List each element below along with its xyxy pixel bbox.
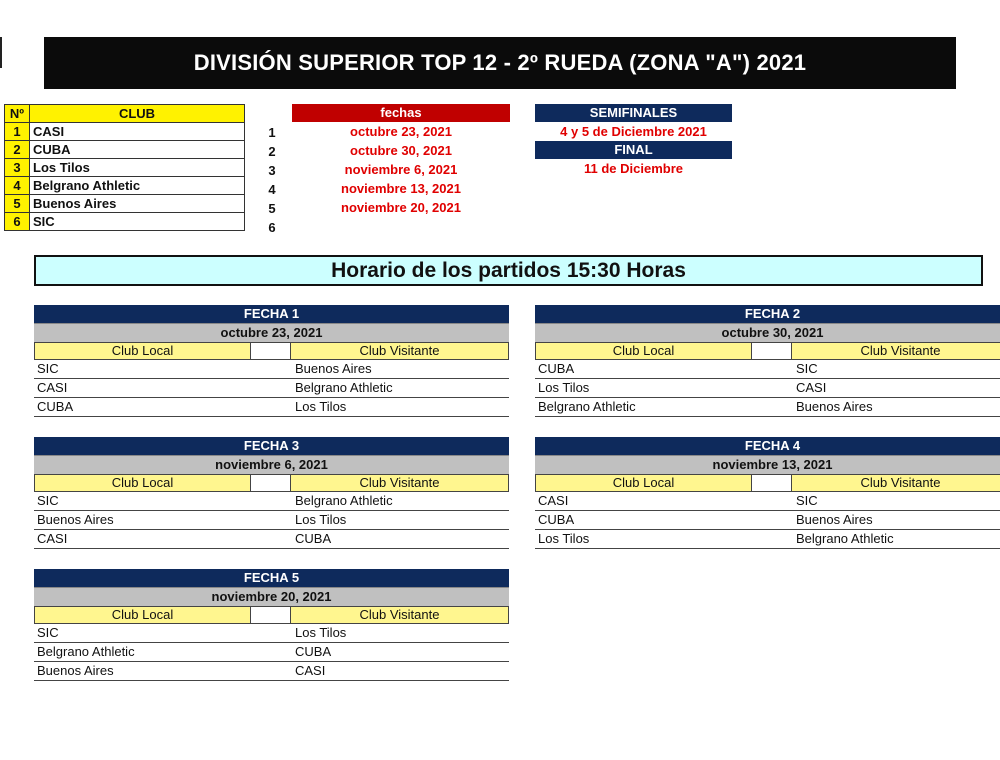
local-club: CASI xyxy=(37,380,68,395)
header-spacer xyxy=(251,342,290,360)
match-row xyxy=(34,643,509,662)
match-row xyxy=(535,530,1000,549)
fecha-block xyxy=(34,437,509,549)
match-row xyxy=(535,511,1000,530)
local-club: SIC xyxy=(37,493,59,508)
fecha-date-bar: octubre 23, 2021 xyxy=(34,323,509,342)
match-row xyxy=(535,398,1000,417)
club-local-header: Club Local xyxy=(34,474,251,492)
fecha-title: FECHA 2 xyxy=(535,305,1000,323)
page-edge-mark xyxy=(0,37,2,68)
match-row xyxy=(535,360,1000,379)
visiting-club: Los Tilos xyxy=(295,512,347,527)
club-header: CLUB xyxy=(30,105,245,123)
local-club: CUBA xyxy=(37,399,74,414)
match-row xyxy=(535,492,1000,511)
club-name: CUBA xyxy=(30,141,245,159)
club-row xyxy=(5,159,245,177)
fecha-date-bar: octubre 30, 2021 xyxy=(535,323,1000,342)
local-club: SIC xyxy=(37,361,59,376)
club-local-header: Club Local xyxy=(535,474,752,492)
visiting-club: CUBA xyxy=(295,531,332,546)
visiting-club: Belgrano Athletic xyxy=(295,493,393,508)
club-row xyxy=(5,141,245,159)
match-row xyxy=(34,379,509,398)
header-spacer xyxy=(251,606,290,624)
fecha-block xyxy=(535,437,1000,549)
club-visitante-header: Club Visitante xyxy=(791,342,1000,360)
header-spacer xyxy=(752,474,791,492)
local-club: CUBA xyxy=(538,512,575,527)
fecha-block xyxy=(34,569,509,681)
club-local-header: Club Local xyxy=(535,342,752,360)
fecha-column-header xyxy=(34,606,509,624)
fecha-number: 4 xyxy=(268,182,276,197)
visiting-club: Belgrano Athletic xyxy=(295,380,393,395)
club-row xyxy=(5,195,245,213)
local-club: CASI xyxy=(538,493,569,508)
local-club: Buenos Aires xyxy=(37,512,114,527)
club-num: 3 xyxy=(5,159,30,177)
fecha-column-header xyxy=(34,342,509,360)
fecha-date: octubre 23, 2021 xyxy=(350,124,452,139)
fecha-number-column xyxy=(262,123,282,237)
semifinales-date: 4 y 5 de Diciembre 2021 xyxy=(560,124,707,139)
fecha-block xyxy=(34,305,509,417)
fecha-title: FECHA 5 xyxy=(34,569,509,587)
semifinales-header: SEMIFINALES xyxy=(535,104,732,122)
match-row xyxy=(34,398,509,417)
fecha-title: FECHA 3 xyxy=(34,437,509,455)
club-row xyxy=(5,123,245,141)
club-visitante-header: Club Visitante xyxy=(290,342,509,360)
club-name: CASI xyxy=(30,123,245,141)
club-name: Los Tilos xyxy=(30,159,245,177)
visiting-club: SIC xyxy=(796,493,818,508)
final-header: FINAL xyxy=(535,141,732,159)
match-row xyxy=(34,511,509,530)
header-spacer xyxy=(251,474,290,492)
horario-banner: Horario de los partidos 15:30 Horas xyxy=(34,255,983,286)
fecha-column-header xyxy=(535,474,1000,492)
visiting-club: CASI xyxy=(796,380,827,395)
club-name: Buenos Aires xyxy=(30,195,245,213)
fecha-number: 1 xyxy=(268,125,276,140)
fecha-number: 6 xyxy=(268,220,276,235)
club-table-header xyxy=(5,105,245,123)
fecha-column-header xyxy=(34,474,509,492)
fecha-number: 3 xyxy=(268,163,276,178)
local-club: Buenos Aires xyxy=(37,663,114,678)
club-row xyxy=(5,177,245,195)
fecha-date-bar: noviembre 13, 2021 xyxy=(535,455,1000,474)
final-date: 11 de Diciembre xyxy=(584,161,683,176)
fechas-list xyxy=(292,104,510,217)
fecha-title: FECHA 1 xyxy=(34,305,509,323)
club-visitante-header: Club Visitante xyxy=(791,474,1000,492)
club-name: SIC xyxy=(30,213,245,231)
fechas-header: fechas xyxy=(292,104,510,122)
club-num: 2 xyxy=(5,141,30,159)
fecha-column-header xyxy=(535,342,1000,360)
visiting-club: Belgrano Athletic xyxy=(796,531,894,546)
local-club: Los Tilos xyxy=(538,380,590,395)
match-row xyxy=(34,530,509,549)
club-row xyxy=(5,213,245,231)
club-num: 6 xyxy=(5,213,30,231)
match-row xyxy=(535,379,1000,398)
fecha-title: FECHA 4 xyxy=(535,437,1000,455)
fecha-number: 5 xyxy=(268,201,276,216)
header-spacer xyxy=(752,342,791,360)
page-title: DIVISIÓN SUPERIOR TOP 12 - 2º RUEDA (ZONA "A") 2021 xyxy=(44,37,956,89)
visiting-club: Buenos Aires xyxy=(295,361,372,376)
match-row xyxy=(34,492,509,511)
match-row xyxy=(34,662,509,681)
local-club: Los Tilos xyxy=(538,531,590,546)
club-name: Belgrano Athletic xyxy=(30,177,245,195)
club-visitante-header: Club Visitante xyxy=(290,606,509,624)
club-visitante-header: Club Visitante xyxy=(290,474,509,492)
fecha-date: noviembre 20, 2021 xyxy=(341,200,461,215)
visiting-club: Buenos Aires xyxy=(796,512,873,527)
visiting-club: Los Tilos xyxy=(295,399,347,414)
visiting-club: SIC xyxy=(796,361,818,376)
local-club: Belgrano Athletic xyxy=(538,399,636,414)
visiting-club: CUBA xyxy=(295,644,332,659)
fecha-number: 2 xyxy=(268,144,276,159)
fecha-block xyxy=(535,305,1000,417)
fecha-date: noviembre 13, 2021 xyxy=(341,181,461,196)
club-num: 4 xyxy=(5,177,30,195)
club-local-header: Club Local xyxy=(34,606,251,624)
match-row xyxy=(34,360,509,379)
fecha-date: octubre 30, 2021 xyxy=(350,143,452,158)
club-num: 1 xyxy=(5,123,30,141)
local-club: CUBA xyxy=(538,361,575,376)
club-local-header: Club Local xyxy=(34,342,251,360)
visiting-club: CASI xyxy=(295,663,326,678)
local-club: CASI xyxy=(37,531,68,546)
local-club: SIC xyxy=(37,625,59,640)
visiting-club: Buenos Aires xyxy=(796,399,873,414)
fecha-date-bar: noviembre 20, 2021 xyxy=(34,587,509,606)
match-row xyxy=(34,624,509,643)
visiting-club: Los Tilos xyxy=(295,625,347,640)
fecha-date-bar: noviembre 6, 2021 xyxy=(34,455,509,474)
playoffs-box xyxy=(535,104,732,178)
club-table xyxy=(4,104,245,231)
fecha-date: noviembre 6, 2021 xyxy=(344,162,458,177)
local-club: Belgrano Athletic xyxy=(37,644,135,659)
num-header: Nº xyxy=(5,105,30,123)
club-num: 5 xyxy=(5,195,30,213)
